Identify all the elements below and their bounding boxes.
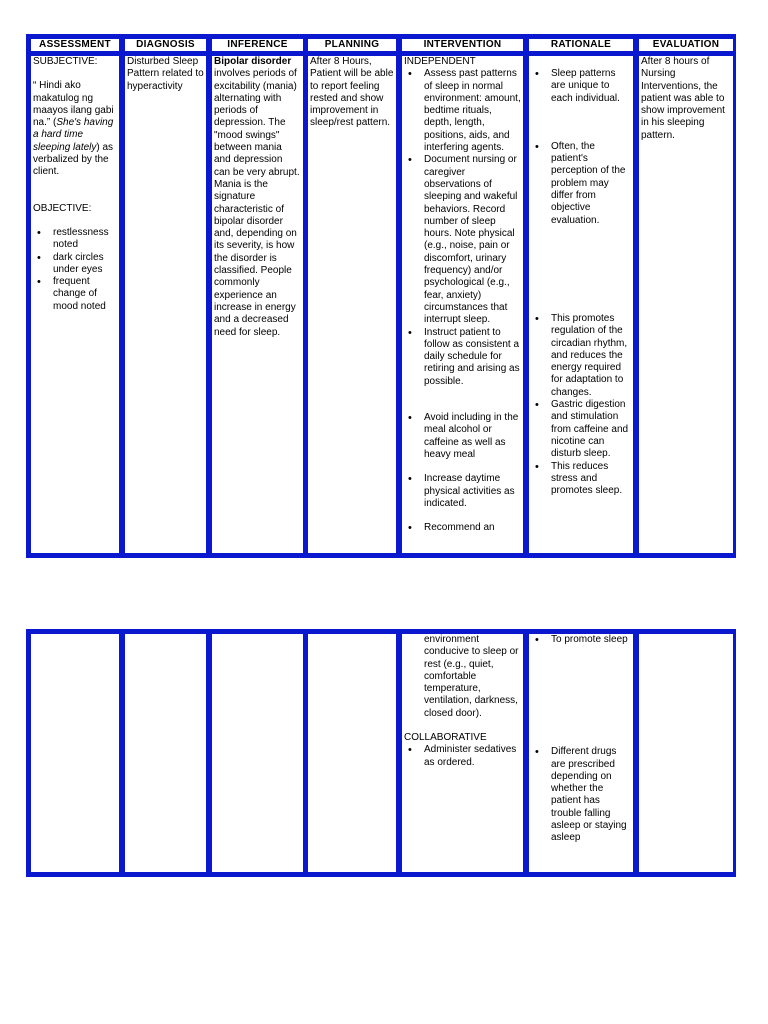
inference-cell <box>212 54 303 553</box>
intervention-list <box>404 68 521 534</box>
intervention-cell <box>402 54 523 553</box>
list-item: • Different drugs are prescribed depending on whether the patient has trouble falling asleep or staying asleep <box>551 746 631 844</box>
diagnosis-text: Disturbed Sleep Pattern related to hyperactivity <box>127 56 204 92</box>
list-item: • Recommend an <box>424 522 521 534</box>
assessment-cell <box>31 54 119 553</box>
assessment-cell-continued <box>31 634 119 872</box>
list-item: • dark circles under eyes <box>53 252 117 277</box>
diagnosis-cell-continued <box>125 634 206 872</box>
evaluation-text: After 8 hours of Nursing Interventions, the patient was able to show improvement in his sleeping pattern. <box>641 56 725 141</box>
list-item: • To promote sleep <box>551 634 631 646</box>
care-plan-table-part-2 <box>26 629 736 877</box>
objective-label: OBJECTIVE: <box>33 202 92 214</box>
intervention-cell-continued <box>402 634 523 872</box>
evaluation-cell-continued <box>639 634 733 872</box>
list-item: • Administer sedatives as ordered. <box>424 744 521 769</box>
list-item: • This promotes regulation of the circadian rhythm, and reduces the energy required for adaptation to changes. <box>551 313 631 399</box>
inference-cell-continued <box>212 634 303 872</box>
list-item: • restlessness noted <box>53 227 117 252</box>
rationale-list <box>531 68 631 497</box>
list-item: • Avoid including in the meal alcohol or caffeine as well as heavy meal <box>424 412 521 461</box>
care-plan-table-part-1 <box>26 34 736 558</box>
subjective-quote: “ Hindi ako makatulog ng maayos ilang gabi na.” (She's having a hard time sleeping lately) as verbalized by the client. <box>33 80 114 178</box>
header-diagnosis: DIAGNOSIS <box>125 39 206 51</box>
planning-cell <box>308 54 396 553</box>
list-item: • This reduces stress and promotes sleep. <box>551 461 631 498</box>
list-item: • Document nursing or caregiver observations of sleeping and wakeful behaviors. Record number of sleep hours. Note physical (e.g., noise, pain or discomfort, urinary frequency) and/or psychological (e.g., fear, anxiety) circumstances that interrupt sleep. <box>424 154 521 326</box>
header-evaluation: EVALUATION <box>639 39 733 51</box>
planning-cell-continued <box>308 634 396 872</box>
rationale-list-continued <box>531 634 631 845</box>
evaluation-cell <box>639 54 733 553</box>
list-item: • Instruct patient to follow as consistent a daily schedule for retiring and arising as possible. <box>424 327 521 388</box>
list-item: • Increase daytime physical activities as indicated. <box>424 473 521 510</box>
list-item: • Gastric digestion and stimulation from caffeine and nicotine can disturb sleep. <box>551 399 631 460</box>
independent-label: INDEPENDENT <box>404 56 476 67</box>
list-item: • Often, the patient's perception of the problem may differ from objective evaluation. <box>551 141 631 227</box>
subjective-label: SUBJECTIVE: <box>33 56 98 67</box>
list-item: • Assess past patterns of sleep in normal environment: amount, bedtime rituals, depth, length, positions, aids, and interfering agents. <box>424 68 521 154</box>
list-item: • Sleep patterns are unique to each individual. <box>551 68 631 105</box>
header-planning: PLANNING <box>308 39 396 51</box>
collaborative-label: COLLABORATIVE <box>404 732 487 744</box>
intervention-continued-text: environment conducive to sleep or rest (e.g., quiet, comfortable temperature, ventilation, darkness, closed door). <box>424 634 519 719</box>
header-assessment: ASSESSMENT <box>31 39 119 51</box>
header-rationale: RATIONALE <box>529 39 633 51</box>
rationale-cell <box>529 54 633 553</box>
inference-text: Bipolar disorder involves periods of excitability (mania) alternating with periods of depression. The "mood swings" between mania and depression can be very abrupt. Mania is the signature characteristic of bipolar disorder and, depending on its severity, is how the disorder is classified. People commonly experience an increase in energy and a decreased need for sleep. <box>214 56 300 338</box>
collaborative-list <box>404 744 521 769</box>
header-intervention: INTERVENTION <box>402 39 523 51</box>
list-item: • frequent change of mood noted <box>53 276 117 313</box>
planning-text: After 8 Hours, Patient will be able to report feeling rested and show improvement in sleep/rest pattern. <box>310 56 394 129</box>
header-inference: INFERENCE <box>212 39 303 51</box>
objective-list <box>33 227 117 313</box>
diagnosis-cell <box>125 54 206 553</box>
rationale-cell-continued <box>529 634 633 872</box>
